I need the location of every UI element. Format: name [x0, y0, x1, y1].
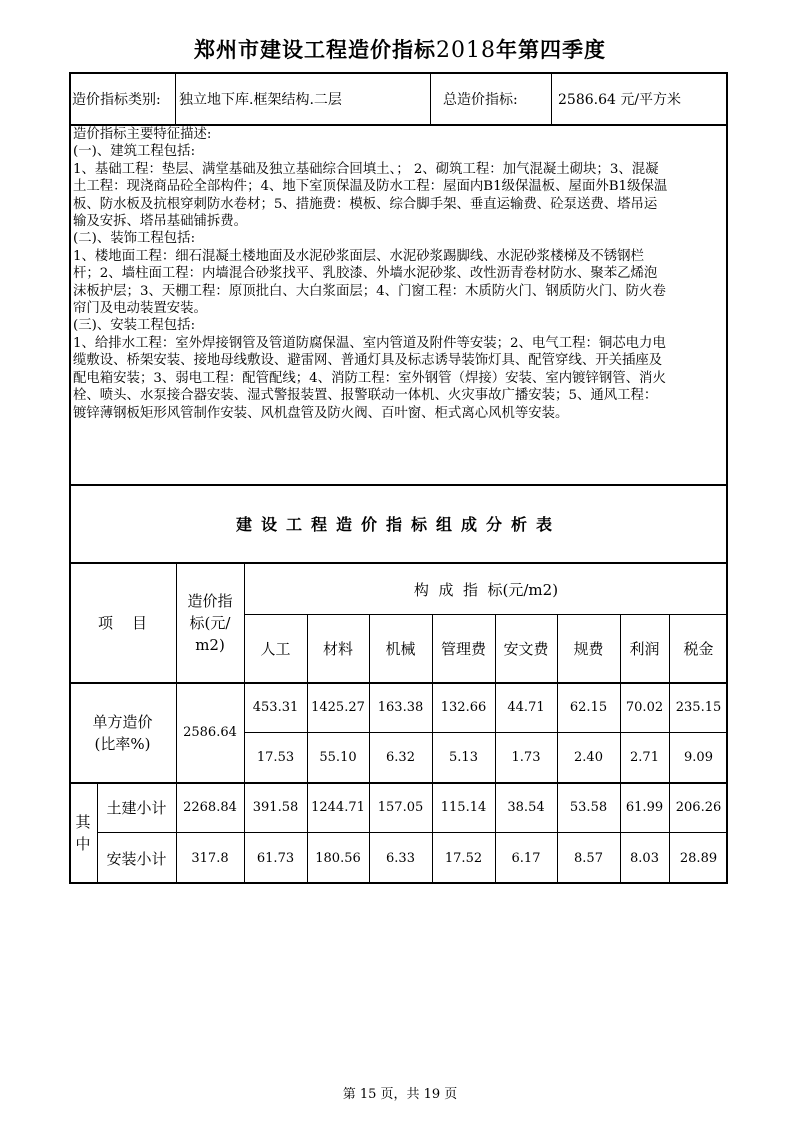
column-header: 材料 [322, 640, 353, 658]
ratio-value: 17.53 [256, 750, 295, 765]
unit-cost-value: 453.31 [252, 700, 299, 715]
column-header: 人工 [260, 640, 291, 658]
ratio-value: 1.73 [511, 750, 541, 765]
decoration-line: 1、楼地面工程：细石混凝土楼地面及水泥砂浆面层、水泥砂浆踢脚线、水泥砂浆楼梯及不锈钢栏 [73, 248, 644, 264]
column-header: 安文费 [503, 640, 549, 658]
install-line: 缆敷设、桥架安装、接地母线敷设、避雷网、普通灯具及标志诱导装饰灯具、配管穿线、开关插座及 [73, 353, 663, 369]
of-which-label-char: 其 [75, 813, 91, 831]
row-value: 157.05 [377, 800, 424, 815]
ratio-value: 2.71 [630, 750, 659, 765]
divider [175, 73, 176, 124]
divider [430, 73, 431, 124]
ratio-value: 2.40 [574, 750, 603, 765]
unit-cost-value: 132.66 [440, 700, 487, 715]
composition-header: 构 成 指 标(元/m2) [413, 580, 559, 599]
row-value: 6.33 [386, 850, 415, 866]
row-value: 38.54 [507, 800, 545, 815]
decoration-line: 杆；2、墙柱面工程：内墙混合砂浆找平、乳胶漆、外墙水泥砂浆、改性沥青卷材防水、聚苯乙烯泡 [73, 266, 658, 282]
index-header-line: m2) [195, 635, 225, 654]
unit-cost-value: 62.15 [569, 700, 608, 715]
description [73, 126, 725, 422]
row-label: 土建小计 [106, 799, 167, 817]
divider [69, 484, 728, 486]
building-line: 土工程：现浇商品砼全部构件；4、地下室顶保温及防水工程：屋面内B1级保温板、屋面外B1级保温 [73, 179, 668, 195]
install-line: 镀锌薄钢板矩形风管制作安装、风机盘管及防火阀、百叶窗、柜式离心风机等安装。 [73, 405, 569, 421]
index-header [176, 563, 244, 682]
unit-cost-value: 44.71 [507, 700, 545, 715]
unit-cost-label [69, 683, 176, 782]
unit-cost-total: 2586.64 [183, 725, 237, 740]
unit-cost-label-line: (比率%) [94, 734, 151, 753]
row-total: 2268.84 [183, 800, 237, 815]
install-heading: (三)、安装工程包括: [73, 318, 196, 334]
analysis-title: 建设工程造价指标组成分析表 [235, 515, 561, 534]
building-line: 输及安拆、塔吊基础铺拆费。 [73, 214, 248, 230]
row-label: 安装小计 [106, 849, 167, 868]
building-heading: (一)、建筑工程包括: [73, 144, 196, 160]
row-value: 17.52 [444, 850, 483, 866]
row-value: 61.73 [256, 850, 295, 866]
row-value: 180.56 [315, 850, 361, 866]
decoration-heading: (二)、装饰工程包括: [73, 231, 196, 247]
divider [551, 73, 552, 124]
total-label: 总造价指标: [443, 92, 518, 108]
ratio-value: 6.32 [386, 750, 415, 765]
title-prefix: 郑州市建设工程造价指标 [194, 38, 436, 62]
row-total: 317.8 [191, 850, 229, 866]
row-value: 206.26 [675, 800, 722, 815]
decoration-line: 帘门及电动装置安装。 [73, 301, 207, 317]
description-intro: 造价指标主要特征描述: [73, 127, 212, 142]
building-line: 1、基础工程：垫层、满堂基础及独立基础综合回填土、； 2、砌筑工程：加气混凝土砌块；3、混凝 [73, 161, 659, 177]
row-value: 61.99 [625, 800, 664, 815]
unit-cost-value: 1425.27 [311, 700, 365, 715]
building-line: 板、防水板及抗根穿刺防水卷材；5、措施费：模板、综合脚手架、垂直运输费、砼泵送费、塔吊运 [73, 196, 658, 212]
install-line: 配电箱安装；3、弱电工程：配管配线；4、消防工程：室外钢管（焊接）安装、室内镀锌钢管、消火 [73, 370, 666, 386]
item-header: 项 目 [97, 614, 148, 632]
column-header: 税金 [683, 640, 714, 658]
unit-cost-value: 70.02 [625, 700, 664, 715]
unit-cost-value: 235.15 [675, 700, 722, 715]
row-value: 115.14 [440, 800, 487, 815]
column-header: 管理费 [440, 640, 486, 658]
row-value: 53.58 [569, 800, 608, 815]
of-which-label-char: 中 [75, 835, 91, 853]
ratio-value: 55.10 [319, 750, 357, 765]
index-header-line: 造价指 [187, 591, 233, 610]
column-header: 规费 [573, 640, 604, 658]
install-line: 栓、喷头、水泵接合器安装、湿式警报装置、报警联动一体机、火灾事故广播安装；5、通风工程： [73, 388, 658, 404]
unit-cost-value: 163.38 [377, 700, 424, 715]
title-year: 2018 [436, 38, 496, 63]
page-footer: 第 15 页，共 19 页 [342, 1087, 458, 1102]
column-header: 机械 [385, 640, 416, 658]
ratio-value: 9.09 [684, 750, 713, 765]
decoration-line: 沫板护层；3、天棚工程：原顶批白、大白浆面层；4、门窗工程：木质防火门、钢质防火门、防火卷 [73, 283, 666, 299]
row-value: 8.03 [630, 850, 659, 866]
ratio-value: 5.13 [449, 750, 478, 765]
row-value: 1244.71 [311, 800, 365, 815]
install-line: 1、给排水工程：室外焊接钢管及管道防腐保温、室内管道及附件等安装；2、电气工程：铜芯电力电 [73, 335, 666, 351]
row-value: 28.89 [679, 850, 718, 866]
column-header: 利润 [629, 640, 660, 658]
unit-cost-label-line: 单方造价 [92, 712, 153, 731]
of-which-label [69, 783, 97, 883]
row-value: 6.17 [511, 850, 541, 866]
title-suffix: 年第四季度 [496, 38, 606, 62]
total-value: 2586.64 元/平方米 [558, 92, 682, 108]
row-value: 391.58 [252, 800, 299, 815]
category-value: 独立地下库.框架结构.二层 [179, 92, 342, 108]
page-title [0, 34, 800, 64]
category-label: 造价指标类别: [72, 92, 161, 108]
index-header-line: 标(元/ [189, 613, 231, 632]
row-value: 8.57 [574, 850, 603, 866]
